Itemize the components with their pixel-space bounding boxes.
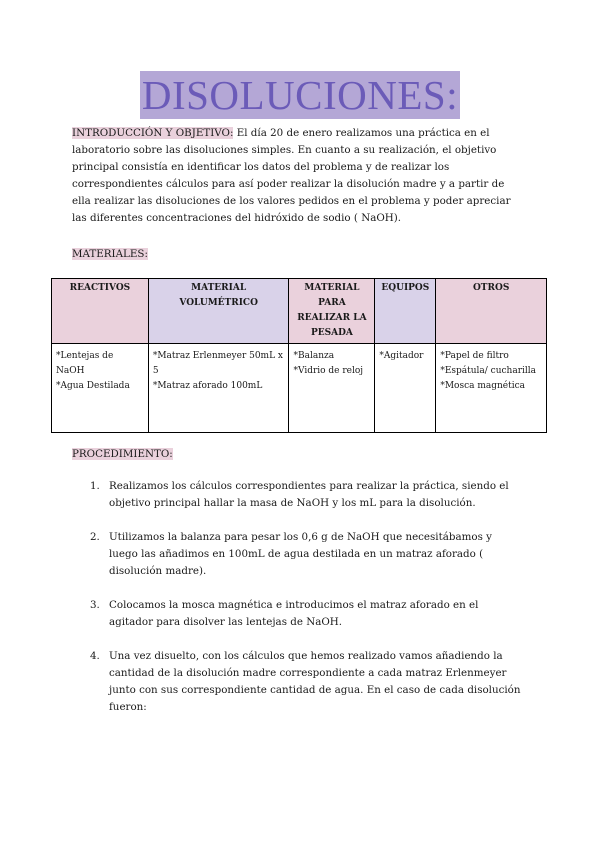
list-item: *Espátula/ cucharilla: [440, 366, 537, 376]
materials-label: MATERIALES:: [72, 248, 148, 260]
procedure-label: PROCEDIMIENTO:: [72, 448, 173, 460]
cell-reactivos: [52, 344, 149, 433]
header-equipos: EQUIPOS: [375, 279, 436, 344]
header-material-volumetrico: MATERIAL VOLUMÉTRICO: [148, 279, 289, 344]
list-item: *Matraz aforado 100mL: [152, 381, 263, 391]
step-text: Colocamos la mosca magnética e introducimos el matraz aforado en el agitador para disolver las lentejas de NaOH.: [109, 599, 479, 628]
list-item: *Balanza: [293, 351, 335, 361]
step-number: 2.: [90, 531, 100, 543]
intro-label: INTRODUCCIÓN Y OBJETIVO:: [72, 127, 234, 139]
materials-heading: [72, 246, 524, 263]
intro-text: El día 20 de enero realizamos una práctica en el laboratorio sobre las disoluciones simples. En cuanto a su realización, el objetivo principal consistía en identificar los datos del problema y de realizar los correspondientes cálculos para así poder realizar la disolución madre y a partir de ella realizar las disoluciones de los valores pedidos en el problema y poder apreciar las diferentes concentraciones del hidróxido de sodio ( NaOH).: [72, 127, 511, 224]
header-otros: OTROS: [436, 279, 547, 344]
title-container: [0, 71, 600, 119]
procedure-step: [72, 597, 524, 631]
materials-content-row: [52, 344, 547, 433]
cell-equipos: [375, 344, 436, 433]
procedure-step: [72, 529, 524, 580]
cell-material-volumetrico: [148, 344, 289, 433]
header-reactivos: REACTIVOS: [52, 279, 149, 344]
list-item: *Papel de filtro: [440, 351, 509, 361]
cell-otros: [436, 344, 547, 433]
procedure-heading: [72, 446, 524, 463]
header-material-pesada: MATERIAL PARA REALIZAR LA PESADA: [289, 279, 375, 344]
procedure-steps: [72, 478, 524, 733]
list-item: *Lentejas de NaOH: [56, 351, 114, 376]
step-number: 3.: [90, 599, 100, 611]
list-item: *Mosca magnética: [440, 381, 526, 391]
step-text: Una vez disuelto, con los cálculos que hemos realizado vamos añadiendo la cantidad de la disolución madre correspondiente a cada matraz Erlenmeyer junto con sus correspondiente cantidad de agua. En el caso de cada disolución fueron:: [109, 650, 521, 713]
list-item: *Agua Destilada: [56, 381, 130, 391]
step-number: 1.: [90, 480, 100, 492]
intro-paragraph: [72, 125, 524, 227]
step-text: Realizamos los cálculos correspondientes para realizar la práctica, siendo el objetivo principal hallar la masa de NaOH y los mL para la disolución.: [109, 480, 509, 509]
cell-material-pesada: [289, 344, 375, 433]
page-title: DISOLUCIONES:: [141, 72, 459, 118]
list-item: *Agitador: [379, 351, 424, 361]
step-text: Utilizamos la balanza para pesar los 0,6 g de NaOH que necesitábamos y luego las añadimos en 100mL de agua destilada en un matraz aforado ( disolución madre).: [109, 531, 492, 577]
list-item: *Vidrio de reloj: [293, 366, 364, 376]
procedure-step: [72, 648, 524, 716]
step-number: 4.: [90, 650, 100, 662]
materials-header-row: [52, 279, 547, 344]
procedure-step: [72, 478, 524, 512]
materials-table: [51, 278, 547, 433]
list-item: *Matraz Erlenmeyer 50mL x 5: [152, 351, 284, 376]
